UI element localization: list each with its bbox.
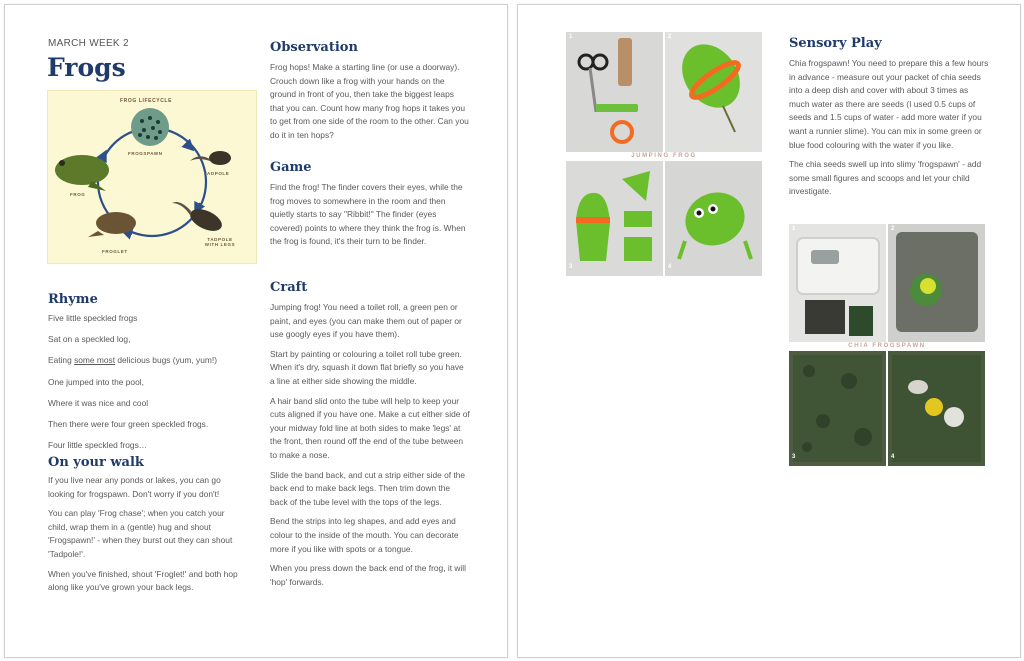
- week-label: MARCH WEEK 2: [48, 38, 129, 49]
- rhyme-line: Then there were four green speckled frogs.: [48, 418, 209, 429]
- jumping-frog-banner: JUMPING FROG: [566, 152, 762, 161]
- stage-label-froglet: FROGLET: [102, 249, 128, 254]
- underlined-words: some most: [74, 355, 116, 366]
- craft-heading: Craft: [270, 280, 308, 295]
- photo-number: 1: [569, 34, 573, 40]
- walk-paragraph: When you've finished, shout 'Froglet!' and both hop along like you've grown your back legs.: [48, 568, 238, 593]
- frog-lifecycle-image: [47, 90, 257, 264]
- chia-frogspawn-banner: CHIA FROGSPAWN: [789, 342, 985, 351]
- frogspawn-picture: [131, 108, 169, 146]
- craft-photo-3: [566, 161, 663, 276]
- rhyme-line: Five little speckled frogs: [48, 313, 138, 323]
- right-page: [517, 4, 1021, 658]
- sensory-paragraph: The chia seeds swell up into slimy 'frogspawn' - add some small figures and scoops and let your child investigate.: [789, 159, 982, 197]
- stage-label-tadpole: TADPOLE: [204, 171, 230, 176]
- sensory-text: [789, 57, 991, 205]
- page-title: Frogs: [47, 53, 126, 82]
- craft-paragraph: A hair band slid onto the tube will help to keep your cuts aligned if you have one. Make a cut either side of your midway fold line at both sides to make 'legs' at the front, then round off the end of the tube between to make a nose.: [270, 395, 470, 460]
- craft-photo-1: [566, 32, 663, 152]
- lifecycle-heading: FROG LIFECYCLE: [120, 98, 173, 104]
- photo-number: 3: [792, 454, 796, 460]
- rhyme-line: Sat on a speckled log,: [48, 334, 131, 345]
- rhyme-line-end: delicious bugs (yum, yum!): [115, 355, 217, 366]
- game-heading: Game: [270, 160, 312, 175]
- chia-photo-4: [888, 351, 985, 466]
- left-page: [4, 4, 508, 658]
- craft-paragraph: Start by painting or colouring a toilet roll tube green. When it's dry, squash it down flat briefly so you have a line at either side showing the middle.: [270, 348, 464, 386]
- rhyme-text: [48, 312, 248, 460]
- craft-paragraph: When you press down the back end of the frog, it will 'hop' forwards.: [270, 563, 466, 587]
- jumping-frog-photos: [566, 32, 762, 276]
- walk-paragraph: If you live near any ponds or lakes, you can go looking for frogspawn. Don't worry if you don't!: [48, 475, 221, 499]
- chia-photo-3: [789, 351, 886, 466]
- photo-number: 2: [891, 226, 895, 232]
- photo-number: 4: [668, 264, 672, 270]
- stage-label-frog: FROG: [70, 192, 86, 197]
- walk-paragraph: You can play 'Frog chase'; when you catch your child, wrap them in a (gentle) hug and shout 'Frogspawn!' - when they burst out they can shout 'Tadpole!'.: [48, 508, 233, 559]
- photo-number: 4: [891, 454, 895, 460]
- photo-number: 1: [792, 226, 796, 232]
- rhyme-line: [48, 354, 248, 368]
- chia-photo-1: [789, 224, 886, 342]
- walk-text: [48, 474, 246, 601]
- rhyme-line: One jumped into the pool,: [48, 376, 144, 387]
- craft-photo-4: [665, 161, 762, 276]
- stage-label-tadpole-with-legs: TADPOLE WITH LEGS: [204, 237, 236, 247]
- craft-paragraph: Jumping frog! You need a toilet roll, a green pen or paint, and eyes (you can make them out of paper or use googly eyes if you have them).: [270, 302, 462, 340]
- rhyme-line-start: Eating: [48, 355, 75, 366]
- observation-text: Frog hops! Make a starting line (or use a doorway). Crouch down like a frog with your hands on the ground in front of you, then take the biggest leaps that you can. Count how many frog hops it takes you to get from one side of the room to the other. Can you do it in ten hops?: [270, 62, 469, 140]
- rhyme-line: Where it was nice and cool: [48, 397, 149, 408]
- sensory-heading: Sensory Play: [789, 36, 882, 51]
- photo-number: 3: [569, 264, 573, 270]
- craft-paragraph: Slide the band back, and cut a strip either side of the back end to make back legs. Then trim down the back of the tube level with the tops of the legs.: [270, 469, 466, 507]
- craft-photo-2: [665, 32, 762, 152]
- chia-frogspawn-photos: [789, 224, 985, 466]
- stage-label-frogspawn: FROGSPAWN: [128, 151, 163, 156]
- rhyme-line: Four little speckled frogs…: [48, 440, 148, 451]
- photo-number: 2: [668, 34, 672, 40]
- craft-text: [270, 301, 470, 595]
- walk-heading: On your walk: [48, 455, 144, 470]
- rhyme-heading: Rhyme: [48, 292, 98, 307]
- sensory-paragraph: Chia frogspawn! You need to prepare this a few hours in advance - measure out your packet of chia seeds into a deep dish and cover with about 3 times as much water as there are seeds (I used 0.5 cups of seeds and 1.5 cups of water - add more water if you want a runnier slime). You can mix in some green or blue food colouring with the water if you like.: [789, 58, 989, 150]
- observation-heading: Observation: [270, 40, 358, 55]
- craft-paragraph: Bend the strips into leg shapes, and add eyes and colour to the inside of the mouth. You can decorate more if you like with spots or a tongue.: [270, 516, 459, 554]
- chia-photo-2: [888, 224, 985, 342]
- game-text: Find the frog! The finder covers their eyes, while the frog moves to somewhere in the room and then quietly starts to say "Ribbit!" The finder (eyes covered) points to where they think the frog is. When the frog is found, it's their turn to be finder.: [270, 182, 466, 247]
